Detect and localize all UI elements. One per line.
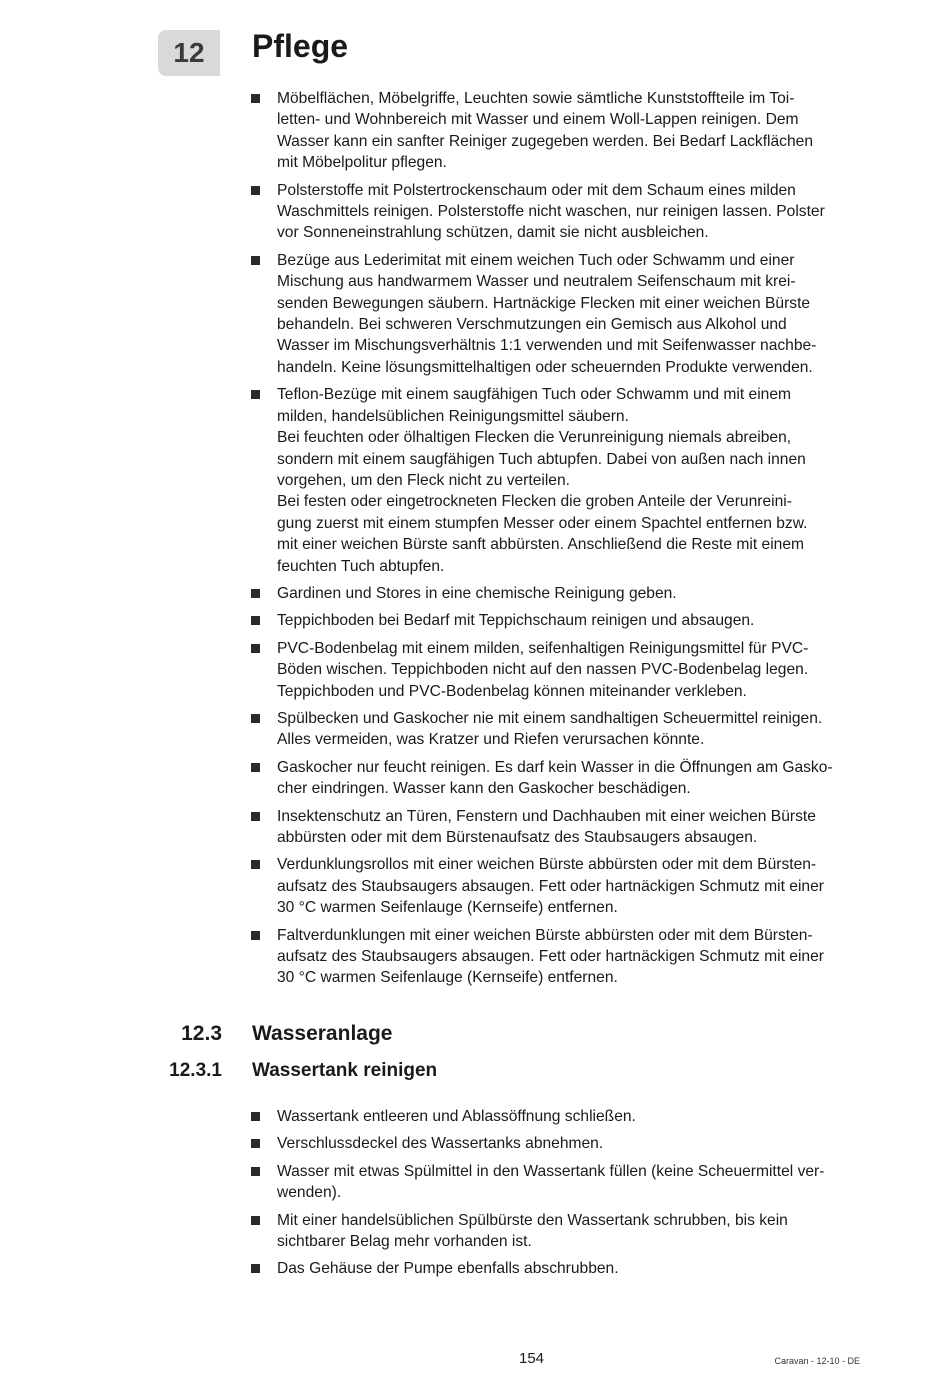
bullet-square-icon	[251, 812, 260, 821]
tank-cleaning-steps-list	[250, 1106, 862, 1286]
list-item: Wasser mit etwas Spülmittel in den Wassertank füllen (keine Scheuermittel ver- wenden).	[250, 1161, 862, 1204]
list-item: Verschlussdeckel des Wassertanks abnehmen.	[250, 1133, 862, 1154]
bullet-square-icon	[251, 390, 260, 399]
list-item: Teppichboden bei Bedarf mit Teppichschaum reinigen und absaugen.	[250, 610, 862, 631]
list-item: Verdunklungsrollos mit einer weichen Bürste abbürsten oder mit dem Bürsten- aufsatz des Staubsaugers absaugen. Fett oder hartnäckigen Schmutz mit einer 30 °C warmen Seifenlauge (Kernseife) entfernen.	[250, 854, 862, 918]
care-instructions-list	[250, 88, 862, 995]
list-item: PVC-Bodenbelag mit einem milden, seifenhaltigen Reinigungsmittel für PVC- Böden wischen. Teppichboden nicht auf den nassen PVC-Bodenbelag legen. Teppichboden und PVC-Bodenbelag können miteinander verkleben.	[250, 638, 862, 702]
list-item: Bezüge aus Lederimitat mit einem weichen Tuch oder Schwamm und einer Mischung aus handwarmem Wasser und neutralem Seifenschaum mit krei- senden Bewegungen säubern. Hartnäckige Flecken mit einer weichen Bürste behandeln. Bei schweren Verschmutzungen ein Gemisch aus Alkohol und Wasser im Mischungsverhältnis 1:1 verwenden und mit Seifenwasser nachbe- handeln. Keine lösungsmittelhaltigen oder scheuernden Produkte verwenden.	[250, 250, 862, 378]
bullet-square-icon	[251, 1264, 260, 1273]
page-number: 154	[518, 1350, 545, 1367]
bullet-square-icon	[251, 860, 260, 869]
bullet-square-icon	[251, 763, 260, 772]
list-item: Spülbecken und Gaskocher nie mit einem sandhaltigen Scheuermittel reinigen. Alles vermeiden, was Kratzer und Riefen verursachen könnte.	[250, 708, 862, 751]
list-item: Das Gehäuse der Pumpe ebenfalls abschrubben.	[250, 1258, 862, 1279]
chapter-number: 12	[173, 37, 205, 68]
bullet-square-icon	[251, 1167, 260, 1176]
bullet-square-icon	[251, 1216, 260, 1225]
bullet-square-icon	[251, 1139, 260, 1148]
list-item: Gaskocher nur feucht reinigen. Es darf kein Wasser in die Öffnungen am Gasko- cher eindringen. Wasser kann den Gaskocher beschädigen.	[250, 757, 862, 800]
bullet-square-icon	[251, 94, 260, 103]
list-item: Möbelflächen, Möbelgriffe, Leuchten sowie sämtliche Kunststoffteile im Toi- letten- und Wohnbereich mit Wasser und einem Woll-Lappen reinigen. Dem Wasser kann ein sanfter Reiniger zugegeben werden. Bei Bedarf Lackflächen mit Möbelpolitur pflegen.	[250, 88, 862, 174]
list-item: Wassertank entleeren und Ablassöffnung schließen.	[250, 1106, 862, 1127]
section-number: 12.3	[181, 1022, 222, 1045]
list-item: Gardinen und Stores in eine chemische Reinigung geben.	[250, 583, 862, 604]
bullet-square-icon	[251, 616, 260, 625]
chapter-title: Pflege	[252, 28, 349, 64]
bullet-square-icon	[251, 931, 260, 940]
list-item: Faltverdunklungen mit einer weichen Bürste abbürsten oder mit dem Bürsten- aufsatz des Staubsaugers absaugen. Fett oder hartnäckigen Schmutz mit einer 30 °C warmen Seifenlauge (Kernseife) entfernen.	[250, 925, 862, 989]
subsection-title: Wassertank reinigen	[252, 1060, 438, 1081]
section-title: Wasseranlage	[252, 1022, 393, 1045]
list-item: Mit einer handelsüblichen Spülbürste den Wassertank schrubben, bis kein sichtbarer Belag mehr vorhanden ist.	[250, 1210, 862, 1253]
subsection-number: 12.3.1	[169, 1060, 222, 1081]
bullet-square-icon	[251, 186, 260, 195]
chapter-number-box	[158, 30, 220, 76]
bullet-square-icon	[251, 714, 260, 723]
document-code: Caravan - 12-10 - DE	[774, 1356, 860, 1366]
bullet-square-icon	[251, 644, 260, 653]
bullet-square-icon	[251, 256, 260, 265]
list-item: Insektenschutz an Türen, Fenstern und Dachhauben mit einer weichen Bürste abbürsten oder mit dem Bürstenaufsatz des Staubsaugers absaugen.	[250, 806, 862, 849]
list-item: Polsterstoffe mit Polstertrockenschaum oder mit dem Schaum eines milden Waschmittels reinigen. Polsterstoffe nicht waschen, nur reinigen lassen. Polster vor Sonneneinstrahlung schützen, damit sie nicht ausbleichen.	[250, 180, 862, 244]
list-item: Teflon-Bezüge mit einem saugfähigen Tuch oder Schwamm und mit einem milden, handelsüblichen Reinigungsmittel säubern. Bei feuchten oder ölhaltigen Flecken die Verunreinigung niemals abreiben, sondern mit einem saugfähigen Tuch abtupfen. Dabei von außen nach innen vorgehen, um den Fleck nicht zu verteilen. Bei festen oder eingetrockneten Flecken die groben Anteile der Verunreini- gung zuerst mit einem stumpfen Messer oder einem Spachtel entfernen bzw. mit einer weichen Bürste sanft abbürsten. Anschließend die Reste mit einem feuchten Tuch abtupfen.	[250, 384, 862, 577]
bullet-square-icon	[251, 1112, 260, 1121]
bullet-square-icon	[251, 589, 260, 598]
